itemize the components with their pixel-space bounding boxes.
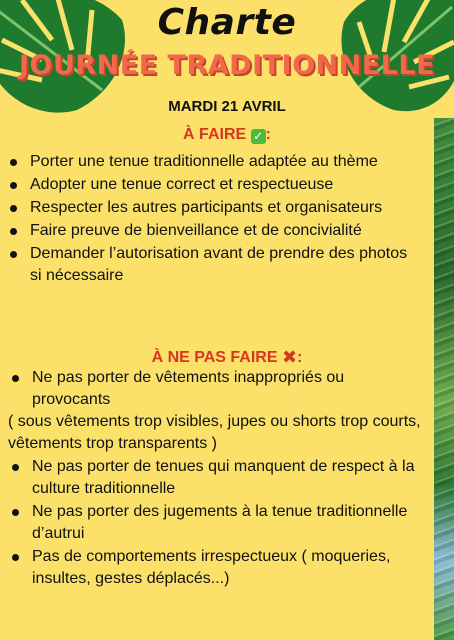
list-item: Ne pas porter des jugements à la tenue traditionnelle d’autrui (10, 501, 420, 545)
list-item: Respecter les autres participants et organisateurs (8, 197, 418, 219)
list-item: Porter une tenue traditionnelle adaptée au thème (8, 151, 418, 173)
clothing-note: ( sous vêtements trop visibles, jupes ou shorts trop courts, vêtements trop transparents ) (8, 413, 421, 452)
do-heading-text: À FAIRE (183, 126, 247, 143)
do-section-heading (0, 126, 454, 144)
list-item: Faire preuve de bienveillance et de concivialité (8, 220, 418, 242)
page-title-top: Charte (157, 2, 297, 43)
event-date: MARDI 21 AVRIL (168, 98, 286, 115)
list-item: Ne pas porter de vêtements inappropriés ou provocants (10, 367, 420, 411)
dont-section-heading (0, 347, 454, 368)
cross-icon: ✖ (281, 347, 298, 367)
dont-heading-colon: : (297, 349, 303, 366)
dont-list-rest (10, 456, 420, 591)
page-title-main: JOURNÉE TRADITIONNELLE (18, 50, 436, 81)
check-icon: ✓ (251, 129, 266, 144)
palm-tree-image (434, 118, 454, 640)
list-item: Demander l’autorisation avant de prendre des photos si nécessaire (8, 243, 418, 287)
list-item: Ne pas porter de tenues qui manquent de respect à la culture traditionnelle (10, 456, 420, 500)
list-item: Adopter une tenue correct et respectueuse (8, 174, 418, 196)
do-heading-colon: : (265, 126, 271, 143)
dont-heading-text: À NE PAS FAIRE (151, 349, 278, 366)
list-item: Pas de comportements irrespectueux ( moqueries, insultes, gestes déplacés...) (10, 546, 420, 590)
dont-list-first (10, 367, 420, 412)
do-list (8, 151, 418, 288)
